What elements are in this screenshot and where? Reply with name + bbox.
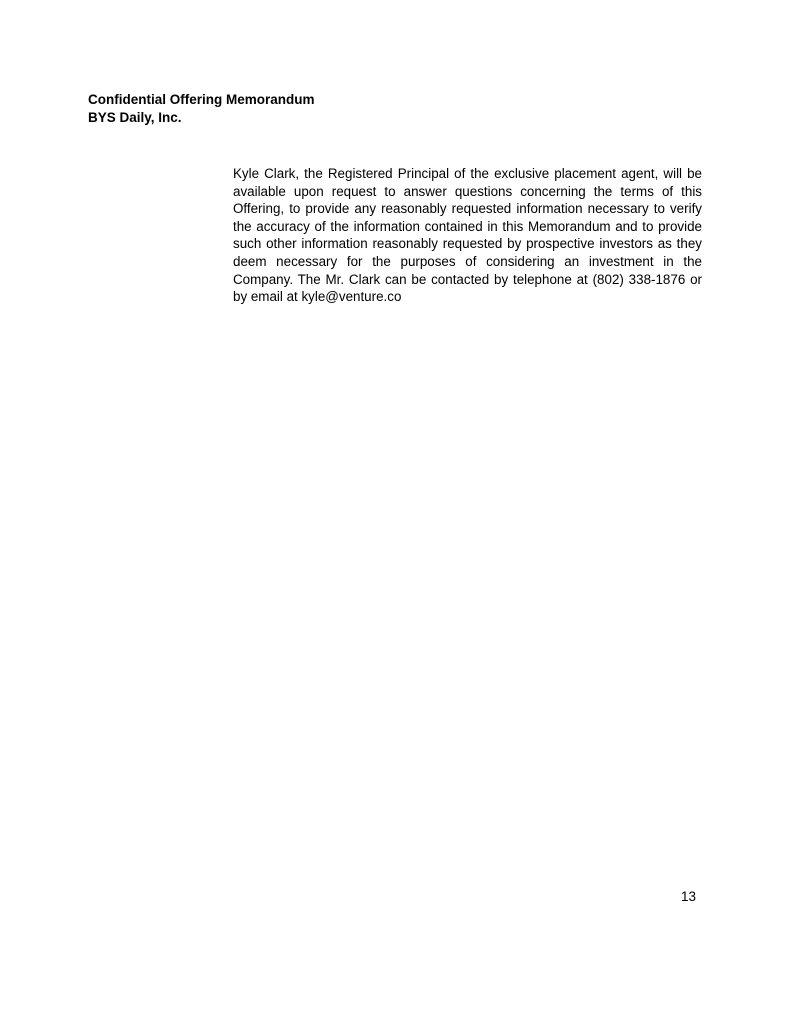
document-header: [88, 91, 315, 127]
company-name: BYS Daily, Inc.: [88, 110, 182, 125]
document-title: Confidential Offering Memorandum: [88, 92, 315, 107]
page-number: 13: [681, 889, 697, 904]
body-paragraph: Kyle Clark, the Registered Principal of the exclusive placement agent, will be available upon request to answer questions concerning the terms of this Offering, to provide any reasonably requested information necessary to verify the accuracy of the information contained in this Memorandum and to provide such other information reasonably requested by prospective investors as they deem necessary for the purposes of considering an investment in the Company. The Mr. Clark can be contacted by telephone at (802) 338-1876 or by email at kyle@venture.co: [233, 166, 702, 305]
